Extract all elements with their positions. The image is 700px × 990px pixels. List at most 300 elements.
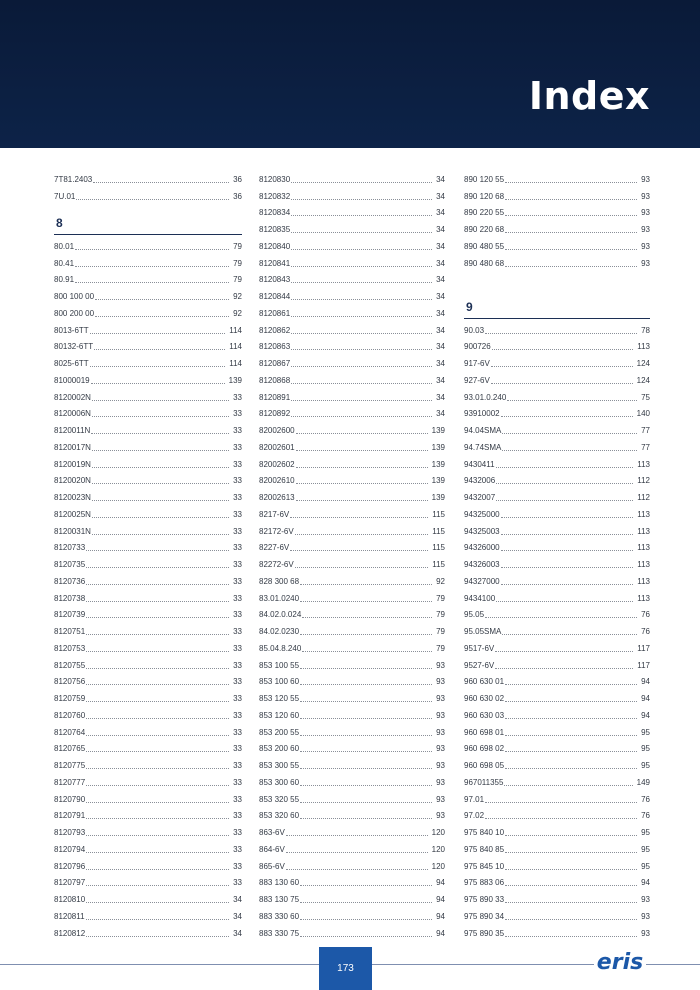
entry-page: 93 <box>436 761 445 770</box>
entry-code: 8120790 <box>54 794 86 804</box>
entry-code: 890 220 68 <box>464 225 505 234</box>
entry-code: 975 890 34 <box>464 911 505 921</box>
entry-code: 975 845 10 <box>464 861 505 871</box>
entry-code: 82002613 <box>259 493 295 502</box>
index-entry <box>464 553 650 570</box>
index-entry <box>464 620 650 637</box>
entry-page: 113 <box>637 526 650 536</box>
index-entry <box>259 403 445 420</box>
entry-code: 82002610 <box>259 476 295 486</box>
entry-page: 33 <box>233 476 242 486</box>
entry-code: 960 698 05 <box>464 761 505 770</box>
index-entry <box>464 687 650 704</box>
entry-page: 93 <box>641 928 650 938</box>
entry-page: 113 <box>637 560 650 569</box>
entry-page: 79 <box>436 593 445 603</box>
entry-code: 8120023N <box>54 493 91 502</box>
entry-page: 95 <box>641 844 650 854</box>
dot-leader <box>86 768 229 769</box>
entry-code: 900726 <box>464 342 491 352</box>
entry-code: 8120810 <box>54 895 86 904</box>
index-entry <box>464 570 650 587</box>
entry-code: 8120751 <box>54 627 86 636</box>
entry-page: 113 <box>637 593 650 603</box>
dot-leader <box>505 936 637 937</box>
index-entry <box>464 704 650 721</box>
dot-leader <box>91 433 229 434</box>
page-title: Index <box>528 74 650 118</box>
dot-leader <box>92 534 229 535</box>
index-entry <box>54 838 242 855</box>
index-entry <box>54 470 242 487</box>
dot-leader <box>300 735 432 736</box>
entry-page: 77 <box>641 426 650 435</box>
dot-leader <box>291 366 432 367</box>
index-entry <box>259 235 445 252</box>
index-entry <box>464 503 650 520</box>
entry-code: 828 300 68 <box>259 576 300 586</box>
entry-page: 113 <box>637 459 650 469</box>
dot-leader <box>501 534 634 535</box>
dot-leader <box>86 651 229 652</box>
entry-code: 84.02.0.024 <box>259 610 302 620</box>
entry-code: 8120017N <box>54 442 91 452</box>
index-entry <box>464 537 650 554</box>
entry-page: 95 <box>641 727 650 737</box>
dot-leader <box>505 885 637 886</box>
index-entry <box>54 821 242 838</box>
entry-code: 9527-6V <box>464 660 495 670</box>
entry-page: 34 <box>436 375 445 385</box>
entry-code: 80.01 <box>54 241 75 251</box>
dot-leader <box>92 450 229 451</box>
entry-code: 853 300 55 <box>259 761 300 770</box>
entry-page: 33 <box>233 392 242 402</box>
index-entry <box>464 369 650 386</box>
entry-page: 33 <box>233 610 242 620</box>
index-entry <box>259 905 445 922</box>
dot-leader <box>507 400 637 401</box>
entry-code: 81000019 <box>54 375 90 385</box>
dot-leader <box>291 416 432 417</box>
index-entry <box>259 587 445 604</box>
dot-leader <box>86 919 230 920</box>
index-entry <box>259 771 445 788</box>
dot-leader <box>291 199 432 200</box>
dot-leader <box>505 919 637 920</box>
dot-leader <box>286 835 428 836</box>
dot-leader <box>300 584 432 585</box>
index-entry <box>259 168 445 185</box>
index-entry <box>54 235 242 252</box>
index-entry <box>464 419 650 436</box>
dot-leader <box>491 383 633 384</box>
entry-code: 883 130 60 <box>259 878 300 888</box>
dot-leader <box>291 316 432 317</box>
index-entry <box>54 570 242 587</box>
dot-leader <box>505 232 637 233</box>
entry-code: 853 100 60 <box>259 677 300 687</box>
entry-page: 34 <box>436 191 445 201</box>
dot-leader <box>86 751 229 752</box>
entry-page: 95 <box>641 744 650 754</box>
index-entry <box>259 352 445 369</box>
dot-leader <box>502 433 637 434</box>
dot-leader <box>86 550 229 551</box>
entry-page: 76 <box>641 811 650 821</box>
index-entry <box>54 520 242 537</box>
index-entry <box>54 486 242 503</box>
entry-page: 93 <box>436 677 445 687</box>
entry-code: 94325000 <box>464 509 500 519</box>
dot-leader <box>95 316 229 317</box>
entry-page: 140 <box>636 409 650 419</box>
dot-leader <box>76 199 229 200</box>
entry-page: 149 <box>636 777 650 787</box>
dot-leader <box>501 517 634 518</box>
dot-leader <box>485 617 637 618</box>
dot-leader <box>86 735 229 736</box>
entry-page: 115 <box>432 560 445 569</box>
dot-leader <box>92 416 229 417</box>
index-entry <box>54 537 242 554</box>
entry-page: 36 <box>233 174 242 184</box>
entry-page: 34 <box>233 895 242 904</box>
entry-code: 8120861 <box>259 308 291 318</box>
index-entry <box>464 654 650 671</box>
section-letter: 8 <box>56 216 63 230</box>
entry-page: 79 <box>436 610 445 620</box>
dot-leader <box>300 818 432 819</box>
dot-leader <box>296 483 428 484</box>
entry-code: 853 320 55 <box>259 794 300 804</box>
entry-page: 33 <box>233 409 242 419</box>
entry-page: 33 <box>233 426 242 435</box>
dot-leader <box>86 668 229 669</box>
entry-page: 33 <box>233 794 242 804</box>
entry-code: 853 300 60 <box>259 777 300 787</box>
entry-code: 890 480 68 <box>464 258 505 268</box>
entry-code: 93910002 <box>464 409 500 419</box>
entry-code: 8120832 <box>259 191 291 201</box>
entry-code: 927-6V <box>464 375 490 385</box>
eris-logo <box>594 947 646 975</box>
index-entry <box>259 269 445 286</box>
dot-leader <box>86 701 229 702</box>
entry-page: 114 <box>229 325 242 335</box>
entry-code: 853 100 55 <box>259 660 300 670</box>
dot-leader <box>300 718 432 719</box>
entry-code: 8120841 <box>259 258 291 268</box>
page-header <box>0 0 700 148</box>
entry-code: 94.04SMA <box>464 426 502 435</box>
index-entry <box>54 185 242 202</box>
dot-leader <box>86 601 229 602</box>
entry-page: 33 <box>233 543 242 553</box>
entry-page: 93 <box>436 794 445 804</box>
entry-page: 34 <box>436 325 445 335</box>
dot-leader <box>75 282 229 283</box>
index-entry <box>54 888 242 905</box>
entry-code: 8217-6V <box>259 509 290 519</box>
index-entry <box>259 872 445 889</box>
entry-page: 113 <box>637 342 650 352</box>
entry-code: 84.02.0230 <box>259 627 300 636</box>
entry-code: 80.41 <box>54 258 75 268</box>
index-entry <box>464 453 650 470</box>
entry-code: 853 320 60 <box>259 811 300 821</box>
dot-leader <box>505 869 637 870</box>
entry-code: 82002600 <box>259 426 295 435</box>
dot-leader <box>300 634 432 635</box>
entry-code: 90.03 <box>464 325 485 335</box>
entry-code: 853 120 60 <box>259 710 300 720</box>
dot-leader <box>75 249 229 250</box>
index-entry <box>259 838 445 855</box>
entry-code: 975 883 06 <box>464 878 505 888</box>
index-entry <box>259 218 445 235</box>
entry-page: 34 <box>436 208 445 218</box>
entry-page: 33 <box>233 878 242 888</box>
entry-page: 33 <box>233 694 242 703</box>
entry-page: 95 <box>641 761 650 770</box>
entry-code: 8120756 <box>54 677 86 687</box>
entry-page: 33 <box>233 576 242 586</box>
entry-code: 8120020N <box>54 476 91 486</box>
index-entry <box>464 486 650 503</box>
entry-page: 75 <box>641 392 650 402</box>
dot-leader <box>95 299 229 300</box>
entry-page: 94 <box>436 895 445 904</box>
entry-page: 93 <box>641 191 650 201</box>
entry-code: 8120812 <box>54 928 86 938</box>
entry-code: 8120775 <box>54 761 86 770</box>
entry-page: 120 <box>431 844 445 854</box>
entry-page: 94 <box>641 694 650 703</box>
index-entry <box>464 520 650 537</box>
index-entry <box>54 805 242 822</box>
dot-leader <box>300 751 432 752</box>
index-entry <box>54 252 242 269</box>
dot-leader <box>505 902 637 903</box>
index-entry <box>259 721 445 738</box>
index-column-3 <box>464 168 650 939</box>
logo-text: eris <box>596 950 644 975</box>
entry-page: 33 <box>233 828 242 837</box>
index-entry <box>54 369 242 386</box>
entry-page: 114 <box>229 342 242 352</box>
entry-page: 94 <box>641 878 650 888</box>
dot-leader <box>86 785 229 786</box>
entry-code: 8120733 <box>54 543 86 553</box>
entry-page: 120 <box>431 828 445 837</box>
index-entry <box>259 553 445 570</box>
entry-page: 34 <box>436 359 445 368</box>
entry-page: 33 <box>233 442 242 452</box>
dot-leader <box>505 751 637 752</box>
dot-leader <box>296 500 428 501</box>
entry-code: 95.05 <box>464 610 485 620</box>
dot-leader <box>90 333 226 334</box>
dot-leader <box>86 567 229 568</box>
entry-page: 113 <box>637 543 650 553</box>
entry-page: 33 <box>233 777 242 787</box>
page-number-badge <box>319 947 372 990</box>
entry-code: 8120840 <box>259 241 291 251</box>
index-entry <box>259 738 445 755</box>
index-entry <box>54 905 242 922</box>
entry-code: 95.05SMA <box>464 627 502 636</box>
dot-leader <box>291 182 432 183</box>
index-entry <box>259 671 445 688</box>
entry-code: 8013-6TT <box>54 325 89 335</box>
dot-leader <box>291 383 432 384</box>
index-entry <box>464 671 650 688</box>
entry-page: 93 <box>641 241 650 251</box>
entry-code: 7U.01 <box>54 191 76 201</box>
index-entry <box>464 721 650 738</box>
entry-page: 94 <box>436 878 445 888</box>
index-entry <box>54 269 242 286</box>
entry-page: 34 <box>436 258 445 268</box>
entry-code: 8120777 <box>54 777 86 787</box>
dot-leader <box>505 852 637 853</box>
entry-code: 975 890 33 <box>464 895 505 904</box>
dot-leader <box>86 869 229 870</box>
index-entry <box>464 872 650 889</box>
entry-code: 9430411 <box>464 459 495 469</box>
dot-leader <box>286 852 428 853</box>
dot-leader <box>505 735 637 736</box>
dot-leader <box>505 199 637 200</box>
dot-leader <box>291 333 432 334</box>
dot-leader <box>291 249 432 250</box>
entry-code: 8120797 <box>54 878 86 888</box>
entry-page: 77 <box>641 442 650 452</box>
dot-leader <box>86 634 229 635</box>
entry-code: 800 200 00 <box>54 308 95 318</box>
index-entry <box>259 537 445 554</box>
entry-code: 94.74SMA <box>464 442 502 452</box>
dot-leader <box>496 483 633 484</box>
entry-page: 34 <box>436 174 445 184</box>
index-entry <box>54 771 242 788</box>
dot-leader <box>300 802 432 803</box>
dot-leader <box>290 550 428 551</box>
dot-leader <box>300 768 432 769</box>
index-entry <box>464 805 650 822</box>
entry-code: 8120867 <box>259 359 291 368</box>
index-entry <box>259 319 445 336</box>
index-entry <box>54 620 242 637</box>
index-entry <box>259 922 445 939</box>
dot-leader <box>92 400 229 401</box>
entry-code: 8120765 <box>54 744 86 754</box>
index-entry <box>54 788 242 805</box>
dot-leader <box>86 818 229 819</box>
index-entry <box>259 202 445 219</box>
entry-page: 33 <box>233 677 242 687</box>
entry-code: 94326000 <box>464 543 500 553</box>
dot-leader <box>505 684 637 685</box>
entry-code: 800 100 00 <box>54 292 95 301</box>
dot-leader <box>496 467 634 468</box>
entry-page: 139 <box>431 459 445 469</box>
dot-leader <box>291 349 432 350</box>
entry-page: 115 <box>432 526 445 536</box>
index-entry <box>464 386 650 403</box>
entry-page: 78 <box>641 325 650 335</box>
dot-leader <box>300 601 432 602</box>
dot-leader <box>505 718 637 719</box>
dot-leader <box>86 835 229 836</box>
dot-leader <box>495 668 633 669</box>
entry-page: 94 <box>641 677 650 687</box>
dot-leader <box>296 467 428 468</box>
dot-leader <box>291 282 432 283</box>
entry-code: 865-6V <box>259 861 285 871</box>
entry-page: 93 <box>436 660 445 670</box>
index-entry <box>54 587 242 604</box>
index-entry <box>54 403 242 420</box>
entry-page: 34 <box>436 241 445 251</box>
entry-page: 34 <box>436 292 445 301</box>
dot-leader <box>86 902 229 903</box>
dot-leader <box>501 567 634 568</box>
dot-leader <box>502 634 637 635</box>
entry-page: 34 <box>233 928 242 938</box>
index-column-1 <box>54 168 242 939</box>
entry-code: 8120834 <box>259 208 291 218</box>
entry-page: 93 <box>436 777 445 787</box>
entry-code: 960 630 03 <box>464 710 505 720</box>
index-column-2 <box>259 168 445 939</box>
entry-code: 975 890 35 <box>464 928 505 938</box>
index-entry <box>54 604 242 621</box>
entry-code: 94326003 <box>464 560 500 569</box>
dot-leader <box>91 383 225 384</box>
index-entry <box>259 302 445 319</box>
entry-page: 93 <box>641 225 650 234</box>
index-entry <box>464 403 650 420</box>
entry-page: 33 <box>233 560 242 569</box>
entry-code: 8120796 <box>54 861 86 871</box>
dot-leader <box>485 333 637 334</box>
dot-leader <box>505 701 637 702</box>
entry-page: 93 <box>641 174 650 184</box>
entry-code: 863-6V <box>259 828 285 837</box>
dot-leader <box>92 467 229 468</box>
entry-page: 94 <box>641 710 650 720</box>
index-entry <box>259 486 445 503</box>
entry-code: 83.01.0240 <box>259 593 300 603</box>
index-entry <box>464 336 650 353</box>
index-entry <box>259 821 445 838</box>
entry-code: 8120006N <box>54 409 91 419</box>
entry-code: 97.01 <box>464 794 485 804</box>
dot-leader <box>300 919 432 920</box>
dot-leader <box>496 500 633 501</box>
index-entry <box>54 336 242 353</box>
entry-page: 139 <box>431 442 445 452</box>
entry-page: 36 <box>233 191 242 201</box>
dot-leader <box>92 483 229 484</box>
entry-code: 890 480 55 <box>464 241 505 251</box>
entry-code: 9517-6V <box>464 643 495 653</box>
index-entry <box>464 788 650 805</box>
entry-page: 33 <box>233 811 242 821</box>
dot-leader <box>291 215 432 216</box>
